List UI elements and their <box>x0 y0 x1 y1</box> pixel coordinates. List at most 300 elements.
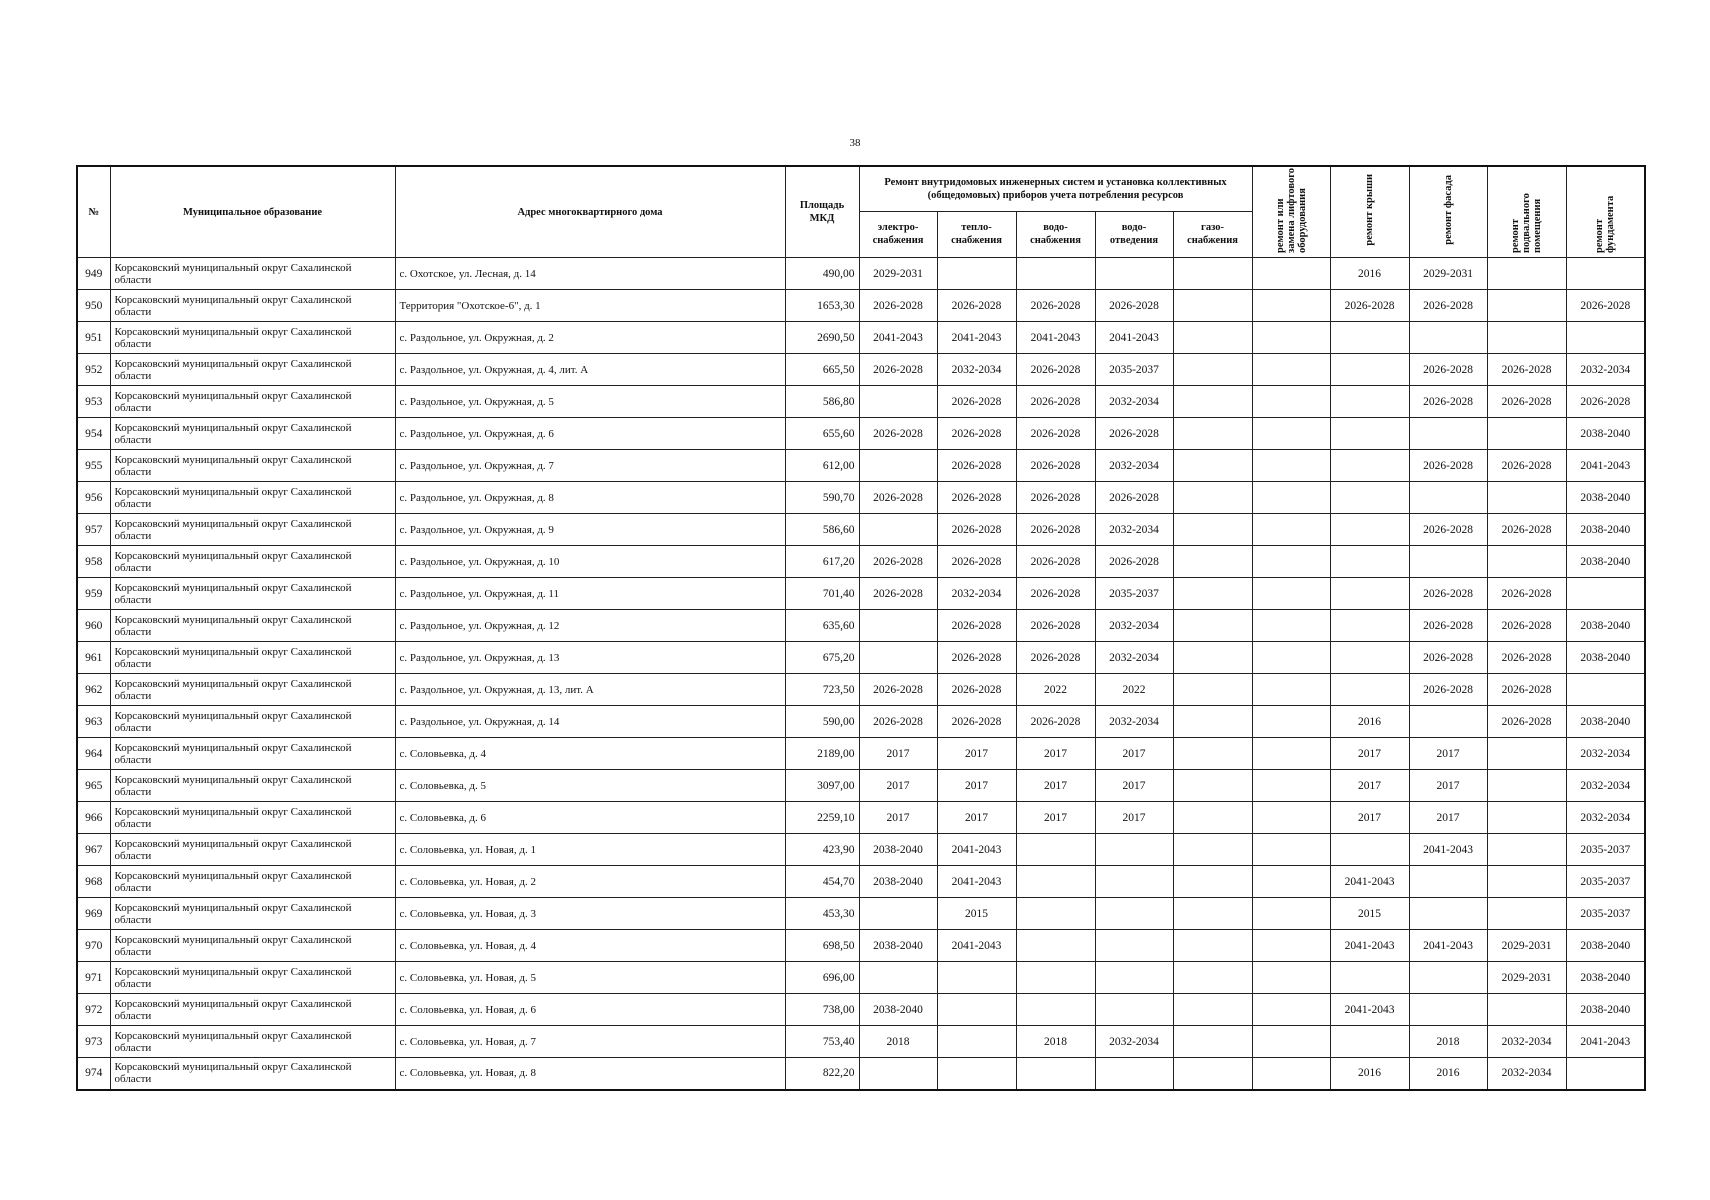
cell-roof <box>1330 962 1409 994</box>
table-row <box>77 610 1645 642</box>
cell-facade: 2026-2028 <box>1409 642 1487 674</box>
cell-gas <box>1173 994 1252 1026</box>
cell-address: с. Соловьевка, д. 5 <box>395 770 785 802</box>
cell-roof <box>1330 322 1409 354</box>
cell-gas <box>1173 802 1252 834</box>
cell-roof <box>1330 418 1409 450</box>
cell-gas <box>1173 578 1252 610</box>
cell-num: 954 <box>77 418 110 450</box>
cell-facade <box>1409 898 1487 930</box>
cell-foundation: 2032-2034 <box>1566 738 1645 770</box>
cell-roof <box>1330 642 1409 674</box>
cell-facade <box>1409 546 1487 578</box>
cell-area: 453,30 <box>785 898 859 930</box>
cell-electricity <box>859 1058 937 1090</box>
cell-gas <box>1173 418 1252 450</box>
cell-gas <box>1173 834 1252 866</box>
cell-address: с. Раздольное, ул. Окружная, д. 9 <box>395 514 785 546</box>
cell-foundation <box>1566 674 1645 706</box>
header-address: Адрес многоквартирного дома <box>395 166 785 258</box>
cell-heat: 2026-2028 <box>937 418 1016 450</box>
cell-gas <box>1173 450 1252 482</box>
cell-gas <box>1173 930 1252 962</box>
cell-water: 2017 <box>1016 770 1095 802</box>
cell-address: с. Раздольное, ул. Окружная, д. 7 <box>395 450 785 482</box>
cell-address: с. Соловьевка, ул. Новая, д. 5 <box>395 962 785 994</box>
cell-heat: 2017 <box>937 802 1016 834</box>
cell-basement: 2026-2028 <box>1487 354 1566 386</box>
cell-foundation: 2026-2028 <box>1566 290 1645 322</box>
cell-lift <box>1252 322 1330 354</box>
cell-basement <box>1487 994 1566 1026</box>
cell-roof <box>1330 578 1409 610</box>
cell-sewerage: 2026-2028 <box>1095 418 1173 450</box>
cell-municipality: Корсаковский муниципальный округ Сахалинской области <box>110 738 395 770</box>
header-area: Площадь МКД <box>785 166 859 258</box>
cell-lift <box>1252 962 1330 994</box>
cell-roof <box>1330 546 1409 578</box>
cell-lift <box>1252 290 1330 322</box>
table-row <box>77 290 1645 322</box>
cell-gas <box>1173 866 1252 898</box>
cell-basement: 2026-2028 <box>1487 642 1566 674</box>
cell-basement <box>1487 482 1566 514</box>
cell-roof: 2016 <box>1330 1058 1409 1090</box>
cell-electricity <box>859 450 937 482</box>
cell-water: 2026-2028 <box>1016 386 1095 418</box>
cell-facade: 2026-2028 <box>1409 450 1487 482</box>
cell-num: 965 <box>77 770 110 802</box>
cell-electricity: 2026-2028 <box>859 546 937 578</box>
cell-municipality: Корсаковский муниципальный округ Сахалинской области <box>110 802 395 834</box>
cell-heat: 2032-2034 <box>937 578 1016 610</box>
table-row <box>77 418 1645 450</box>
cell-num: 953 <box>77 386 110 418</box>
cell-facade: 2029-2031 <box>1409 258 1487 290</box>
cell-area: 2259,10 <box>785 802 859 834</box>
cell-water: 2026-2028 <box>1016 418 1095 450</box>
cell-gas <box>1173 322 1252 354</box>
table-row <box>77 994 1645 1026</box>
cell-roof <box>1330 1026 1409 1058</box>
cell-basement <box>1487 834 1566 866</box>
cell-area: 490,00 <box>785 258 859 290</box>
cell-num: 966 <box>77 802 110 834</box>
cell-municipality: Корсаковский муниципальный округ Сахалинской области <box>110 1026 395 1058</box>
cell-num: 974 <box>77 1058 110 1090</box>
cell-area: 675,20 <box>785 642 859 674</box>
cell-water <box>1016 898 1095 930</box>
cell-heat: 2026-2028 <box>937 642 1016 674</box>
cell-sewerage: 2017 <box>1095 770 1173 802</box>
cell-sewerage: 2032-2034 <box>1095 610 1173 642</box>
table-row <box>77 514 1645 546</box>
cell-electricity: 2038-2040 <box>859 930 937 962</box>
cell-area: 723,50 <box>785 674 859 706</box>
cell-basement <box>1487 418 1566 450</box>
cell-address: с. Соловьевка, ул. Новая, д. 6 <box>395 994 785 1026</box>
cell-lift <box>1252 930 1330 962</box>
cell-electricity: 2026-2028 <box>859 706 937 738</box>
cell-facade <box>1409 706 1487 738</box>
cell-lift <box>1252 770 1330 802</box>
cell-municipality: Корсаковский муниципальный округ Сахалинской области <box>110 642 395 674</box>
cell-foundation <box>1566 1058 1645 1090</box>
cell-municipality: Корсаковский муниципальный округ Сахалинской области <box>110 962 395 994</box>
cell-water: 2022 <box>1016 674 1095 706</box>
cell-sewerage <box>1095 898 1173 930</box>
cell-water <box>1016 1058 1095 1090</box>
cell-sewerage: 2026-2028 <box>1095 290 1173 322</box>
cell-water: 2026-2028 <box>1016 482 1095 514</box>
cell-roof: 2015 <box>1330 898 1409 930</box>
cell-address: с. Раздольное, ул. Окружная, д. 13 <box>395 642 785 674</box>
cell-heat: 2041-2043 <box>937 930 1016 962</box>
cell-lift <box>1252 258 1330 290</box>
cell-electricity: 2026-2028 <box>859 578 937 610</box>
cell-num: 949 <box>77 258 110 290</box>
cell-roof: 2026-2028 <box>1330 290 1409 322</box>
cell-basement <box>1487 290 1566 322</box>
cell-water: 2026-2028 <box>1016 290 1095 322</box>
cell-municipality: Корсаковский муниципальный округ Сахалинской области <box>110 354 395 386</box>
cell-heat <box>937 994 1016 1026</box>
cell-foundation: 2038-2040 <box>1566 994 1645 1026</box>
table-row <box>77 546 1645 578</box>
cell-num: 970 <box>77 930 110 962</box>
cell-roof <box>1330 450 1409 482</box>
cell-heat: 2041-2043 <box>937 834 1016 866</box>
cell-sewerage: 2041-2043 <box>1095 322 1173 354</box>
cell-foundation: 2038-2040 <box>1566 930 1645 962</box>
cell-sewerage: 2022 <box>1095 674 1173 706</box>
cell-heat: 2026-2028 <box>937 674 1016 706</box>
cell-area: 822,20 <box>785 1058 859 1090</box>
cell-water <box>1016 930 1095 962</box>
cell-address: с. Раздольное, ул. Окружная, д. 10 <box>395 546 785 578</box>
cell-area: 696,00 <box>785 962 859 994</box>
cell-facade <box>1409 322 1487 354</box>
cell-area: 635,60 <box>785 610 859 642</box>
cell-foundation: 2038-2040 <box>1566 706 1645 738</box>
cell-foundation: 2032-2034 <box>1566 802 1645 834</box>
cell-foundation <box>1566 322 1645 354</box>
cell-gas <box>1173 770 1252 802</box>
cell-sewerage <box>1095 994 1173 1026</box>
cell-heat: 2041-2043 <box>937 866 1016 898</box>
cell-facade: 2016 <box>1409 1058 1487 1090</box>
cell-num: 962 <box>77 674 110 706</box>
cell-gas <box>1173 738 1252 770</box>
cell-address: с. Соловьевка, ул. Новая, д. 3 <box>395 898 785 930</box>
cell-lift <box>1252 994 1330 1026</box>
cell-address: с. Раздольное, ул. Окружная, д. 13, лит. А <box>395 674 785 706</box>
cell-water: 2026-2028 <box>1016 546 1095 578</box>
cell-basement <box>1487 802 1566 834</box>
cell-electricity <box>859 610 937 642</box>
cell-electricity <box>859 962 937 994</box>
cell-electricity: 2041-2043 <box>859 322 937 354</box>
cell-num: 960 <box>77 610 110 642</box>
cell-sewerage: 2026-2028 <box>1095 482 1173 514</box>
header-water: водо-снабжения <box>1016 211 1095 257</box>
cell-heat: 2026-2028 <box>937 546 1016 578</box>
cell-water <box>1016 962 1095 994</box>
cell-lift <box>1252 578 1330 610</box>
cell-num: 973 <box>77 1026 110 1058</box>
cell-foundation: 2038-2040 <box>1566 610 1645 642</box>
cell-municipality: Корсаковский муниципальный округ Сахалинской области <box>110 610 395 642</box>
cell-lift <box>1252 834 1330 866</box>
cell-address: с. Соловьевка, д. 6 <box>395 802 785 834</box>
cell-heat: 2026-2028 <box>937 514 1016 546</box>
cell-municipality: Корсаковский муниципальный округ Сахалинской области <box>110 898 395 930</box>
cell-area: 698,50 <box>785 930 859 962</box>
cell-lift <box>1252 706 1330 738</box>
cell-facade: 2017 <box>1409 738 1487 770</box>
cell-roof <box>1330 610 1409 642</box>
cell-area: 1653,30 <box>785 290 859 322</box>
cell-area: 454,70 <box>785 866 859 898</box>
cell-water <box>1016 258 1095 290</box>
cell-gas <box>1173 674 1252 706</box>
cell-basement: 2029-2031 <box>1487 962 1566 994</box>
cell-gas <box>1173 258 1252 290</box>
header-electricity: электро-снабжения <box>859 211 937 257</box>
cell-address: с. Соловьевка, ул. Новая, д. 7 <box>395 1026 785 1058</box>
header-heat: тепло-снабжения <box>937 211 1016 257</box>
cell-basement <box>1487 546 1566 578</box>
cell-gas <box>1173 706 1252 738</box>
cell-foundation: 2038-2040 <box>1566 482 1645 514</box>
cell-basement: 2026-2028 <box>1487 450 1566 482</box>
cell-foundation: 2032-2034 <box>1566 354 1645 386</box>
cell-num: 967 <box>77 834 110 866</box>
cell-electricity <box>859 898 937 930</box>
cell-gas <box>1173 898 1252 930</box>
cell-facade: 2026-2028 <box>1409 354 1487 386</box>
cell-electricity: 2017 <box>859 770 937 802</box>
cell-address: Территория "Охотское-6", д. 1 <box>395 290 785 322</box>
cell-electricity: 2038-2040 <box>859 866 937 898</box>
cell-lift <box>1252 898 1330 930</box>
cell-basement: 2026-2028 <box>1487 674 1566 706</box>
table-body <box>77 258 1645 1090</box>
cell-municipality: Корсаковский муниципальный округ Сахалинской области <box>110 482 395 514</box>
cell-num: 959 <box>77 578 110 610</box>
cell-heat <box>937 1058 1016 1090</box>
cell-electricity: 2017 <box>859 738 937 770</box>
cell-basement: 2029-2031 <box>1487 930 1566 962</box>
cell-address: с. Раздольное, ул. Окружная, д. 4, лит. А <box>395 354 785 386</box>
cell-basement <box>1487 258 1566 290</box>
cell-water: 2018 <box>1016 1026 1095 1058</box>
table-row <box>77 322 1645 354</box>
cell-roof <box>1330 834 1409 866</box>
cell-roof <box>1330 514 1409 546</box>
cell-address: с. Соловьевка, ул. Новая, д. 1 <box>395 834 785 866</box>
cell-area: 590,70 <box>785 482 859 514</box>
cell-facade: 2026-2028 <box>1409 610 1487 642</box>
cell-heat: 2026-2028 <box>937 290 1016 322</box>
header-foundation: ремонт фундамента <box>1566 166 1645 258</box>
cell-facade <box>1409 962 1487 994</box>
header-basement: ремонт подвального помещения <box>1487 166 1566 258</box>
cell-num: 952 <box>77 354 110 386</box>
cell-area: 586,80 <box>785 386 859 418</box>
cell-basement <box>1487 898 1566 930</box>
cell-electricity: 2029-2031 <box>859 258 937 290</box>
cell-heat: 2026-2028 <box>937 450 1016 482</box>
cell-municipality: Корсаковский муниципальный округ Сахалинской области <box>110 578 395 610</box>
cell-basement: 2032-2034 <box>1487 1026 1566 1058</box>
cell-num: 972 <box>77 994 110 1026</box>
cell-water: 2026-2028 <box>1016 514 1095 546</box>
cell-sewerage: 2017 <box>1095 802 1173 834</box>
table-row <box>77 450 1645 482</box>
cell-facade: 2018 <box>1409 1026 1487 1058</box>
cell-facade: 2026-2028 <box>1409 290 1487 322</box>
cell-sewerage: 2035-2037 <box>1095 578 1173 610</box>
cell-water: 2041-2043 <box>1016 322 1095 354</box>
table-row <box>77 1058 1645 1090</box>
cell-electricity: 2017 <box>859 802 937 834</box>
cell-sewerage <box>1095 834 1173 866</box>
cell-water <box>1016 866 1095 898</box>
cell-water <box>1016 834 1095 866</box>
cell-lift <box>1252 642 1330 674</box>
cell-municipality: Корсаковский муниципальный округ Сахалинской области <box>110 706 395 738</box>
cell-area: 2690,50 <box>785 322 859 354</box>
cell-basement: 2026-2028 <box>1487 514 1566 546</box>
table-row <box>77 706 1645 738</box>
table-row <box>77 866 1645 898</box>
cell-roof: 2041-2043 <box>1330 930 1409 962</box>
cell-sewerage: 2032-2034 <box>1095 450 1173 482</box>
cell-sewerage: 2032-2034 <box>1095 514 1173 546</box>
cell-lift <box>1252 418 1330 450</box>
cell-area: 738,00 <box>785 994 859 1026</box>
cell-area: 590,00 <box>785 706 859 738</box>
cell-electricity: 2026-2028 <box>859 482 937 514</box>
cell-electricity: 2026-2028 <box>859 418 937 450</box>
cell-facade: 2026-2028 <box>1409 386 1487 418</box>
cell-roof: 2017 <box>1330 770 1409 802</box>
cell-heat: 2041-2043 <box>937 322 1016 354</box>
cell-foundation: 2032-2034 <box>1566 770 1645 802</box>
cell-municipality: Корсаковский муниципальный округ Сахалинской области <box>110 418 395 450</box>
cell-lift <box>1252 482 1330 514</box>
cell-sewerage: 2032-2034 <box>1095 706 1173 738</box>
cell-address: с. Раздольное, ул. Окружная, д. 12 <box>395 610 785 642</box>
cell-electricity: 2038-2040 <box>859 834 937 866</box>
table-row <box>77 674 1645 706</box>
cell-electricity: 2026-2028 <box>859 674 937 706</box>
cell-municipality: Корсаковский муниципальный округ Сахалинской области <box>110 866 395 898</box>
cell-heat: 2032-2034 <box>937 354 1016 386</box>
cell-foundation: 2038-2040 <box>1566 418 1645 450</box>
cell-sewerage <box>1095 866 1173 898</box>
cell-facade: 2026-2028 <box>1409 674 1487 706</box>
cell-municipality: Корсаковский муниципальный округ Сахалинской области <box>110 450 395 482</box>
cell-facade <box>1409 418 1487 450</box>
cell-water: 2026-2028 <box>1016 706 1095 738</box>
cell-municipality: Корсаковский муниципальный округ Сахалинской области <box>110 1058 395 1090</box>
cell-roof <box>1330 674 1409 706</box>
cell-electricity: 2026-2028 <box>859 290 937 322</box>
cell-municipality: Корсаковский муниципальный округ Сахалинской области <box>110 258 395 290</box>
repair-schedule-table <box>76 165 1646 1091</box>
cell-heat: 2017 <box>937 770 1016 802</box>
cell-lift <box>1252 802 1330 834</box>
cell-area: 655,60 <box>785 418 859 450</box>
cell-gas <box>1173 642 1252 674</box>
cell-electricity: 2018 <box>859 1026 937 1058</box>
header-sewerage: водо-отведения <box>1095 211 1173 257</box>
cell-foundation: 2041-2043 <box>1566 450 1645 482</box>
cell-heat: 2026-2028 <box>937 610 1016 642</box>
cell-lift <box>1252 354 1330 386</box>
cell-foundation: 2038-2040 <box>1566 642 1645 674</box>
cell-roof: 2041-2043 <box>1330 994 1409 1026</box>
cell-num: 957 <box>77 514 110 546</box>
cell-sewerage: 2017 <box>1095 738 1173 770</box>
table-row <box>77 930 1645 962</box>
table-row <box>77 770 1645 802</box>
cell-water: 2017 <box>1016 802 1095 834</box>
page-number: 38 <box>849 137 861 149</box>
cell-address: с. Соловьевка, ул. Новая, д. 4 <box>395 930 785 962</box>
cell-municipality: Корсаковский муниципальный округ Сахалинской области <box>110 386 395 418</box>
cell-heat <box>937 258 1016 290</box>
header-num: № <box>77 166 110 258</box>
cell-gas <box>1173 386 1252 418</box>
cell-address: с. Соловьевка, ул. Новая, д. 2 <box>395 866 785 898</box>
cell-address: с. Соловьевка, д. 4 <box>395 738 785 770</box>
cell-sewerage <box>1095 258 1173 290</box>
cell-water: 2026-2028 <box>1016 354 1095 386</box>
cell-foundation <box>1566 258 1645 290</box>
cell-water: 2026-2028 <box>1016 642 1095 674</box>
cell-lift <box>1252 674 1330 706</box>
cell-municipality: Корсаковский муниципальный округ Сахалинской области <box>110 834 395 866</box>
cell-electricity: 2026-2028 <box>859 354 937 386</box>
cell-address: с. Соловьевка, ул. Новая, д. 8 <box>395 1058 785 1090</box>
cell-basement <box>1487 866 1566 898</box>
cell-municipality: Корсаковский муниципальный округ Сахалинской области <box>110 322 395 354</box>
cell-address: с. Раздольное, ул. Окружная, д. 6 <box>395 418 785 450</box>
cell-roof <box>1330 482 1409 514</box>
cell-num: 969 <box>77 898 110 930</box>
header-lift: ремонт или замена лифтового оборудования <box>1252 166 1330 258</box>
cell-basement: 2032-2034 <box>1487 1058 1566 1090</box>
cell-facade: 2026-2028 <box>1409 514 1487 546</box>
cell-roof <box>1330 386 1409 418</box>
cell-num: 951 <box>77 322 110 354</box>
cell-municipality: Корсаковский муниципальный округ Сахалинской области <box>110 514 395 546</box>
cell-basement <box>1487 770 1566 802</box>
table-row <box>77 898 1645 930</box>
cell-facade: 2026-2028 <box>1409 578 1487 610</box>
cell-municipality: Корсаковский муниципальный округ Сахалинской области <box>110 994 395 1026</box>
cell-address: с. Раздольное, ул. Окружная, д. 2 <box>395 322 785 354</box>
header-municipality: Муниципальное образование <box>110 166 395 258</box>
cell-foundation: 2035-2037 <box>1566 898 1645 930</box>
cell-electricity: 2038-2040 <box>859 994 937 1026</box>
table-row <box>77 802 1645 834</box>
header-roof: ремонт крыши <box>1330 166 1409 258</box>
cell-area: 617,20 <box>785 546 859 578</box>
